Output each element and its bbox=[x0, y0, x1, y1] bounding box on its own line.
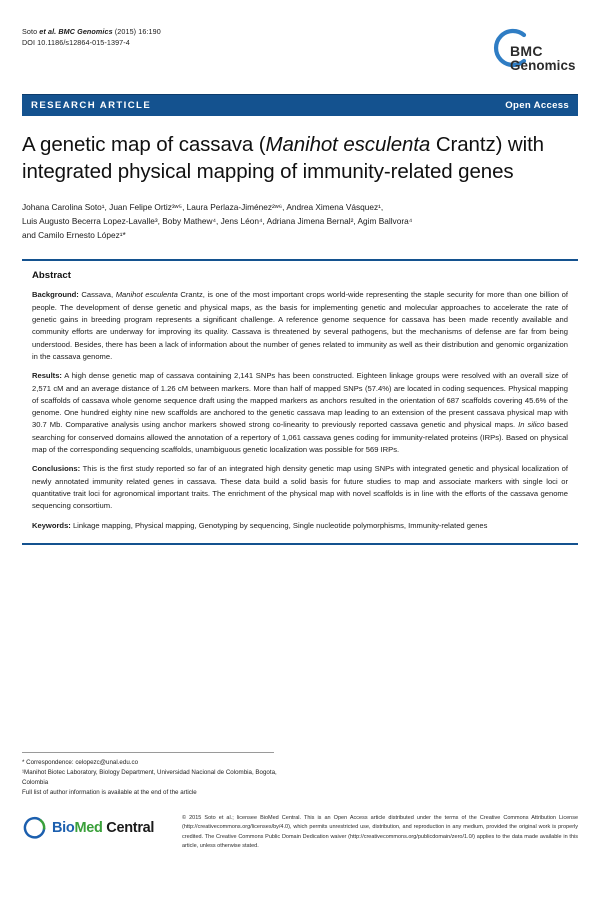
page-content bbox=[22, 26, 578, 545]
paper-header bbox=[22, 26, 578, 88]
biomed-central-circle-icon bbox=[22, 816, 47, 841]
article-type-banner bbox=[22, 94, 578, 116]
citation-volume: (2015) 16:190 bbox=[112, 27, 161, 36]
correspondence-block bbox=[22, 758, 280, 798]
citation-journal: et al. BMC Genomics bbox=[37, 27, 113, 36]
background-text-b: Crantz, is one of the most important crops world-wide representing the staple security for more than one billion of people. The development of dense genetic and physical maps, as the basis for implementing genetic and molecular approaches to accelerate the rate of genetic gains in breeding program represents a significant challenge. A reference genome sequence for cassava has been made recently available and community efforts are underway for improving its quality. Cassava is threatened by several pathogens, but the mechanisms of defense are far from being understood. Besides, there has been a lack of information about the number of genes related to immunity as well as their distribution and genomic organization in the cassava genome. bbox=[32, 290, 569, 361]
correspondence-email: * Correspondence: celopezc@unal.edu.co bbox=[22, 759, 139, 766]
keywords-text: Linkage mapping, Physical mapping, Genotyping by sequencing, Single nucleotide polymorphisms, Immunity-related genes bbox=[70, 520, 488, 530]
bmc-logo-text bbox=[510, 44, 576, 73]
title-species: Manihot esculenta bbox=[265, 133, 431, 156]
bmc-logo-line1: BMC bbox=[510, 43, 543, 59]
abstract-background bbox=[32, 289, 568, 363]
abstract-keywords bbox=[32, 520, 568, 532]
paper-footer bbox=[22, 752, 578, 852]
results-label: Results: bbox=[32, 371, 62, 381]
conclusions-text: This is the first study reported so far of an integrated high density genetic map using SNPs with integrated genetic and physical localization of newly annotated immunity related genes in cassava. These data build a solid basis for future studies to map and associate markers with single loci or quantitative trait loci for agronomical important traits. The enrichment of the physical map with novel scaffolds is in line with the efforts of the cassava genome sequencing consortium. bbox=[32, 464, 568, 511]
biomed-central-logo bbox=[22, 812, 182, 852]
open-access-label: Open Access bbox=[505, 100, 569, 111]
article-type-label: RESEARCH ARTICLE bbox=[31, 100, 152, 111]
abstract-results bbox=[32, 370, 568, 456]
citation-author: Soto bbox=[22, 27, 38, 36]
logo-bio: Bio bbox=[52, 819, 75, 836]
conclusions-label: Conclusions: bbox=[32, 464, 81, 474]
copyright-text: © 2015 Soto et al.; licensee BioMed Central. This is an Open Access article distributed under the terms of the Creative Commons Attribution License (http://creativecommons.org/licenses/by/4.0), which permits unrestricted use, distribution, and reproduction in any medium, provided the original work is properly credited. The Creative Commons Public Domain Dedication waiver (http://creativecommons.org/publicdomain/zero/1.0/) applies to the data made available in this article, unless otherwise stated. bbox=[182, 814, 578, 850]
doi-line: DOI 10.1186/s12864-015-1397-4 bbox=[22, 38, 130, 48]
page-title bbox=[22, 132, 578, 186]
title-part2: Crantz) with integrated physical mapping of immunity-related genes bbox=[22, 133, 544, 183]
results-text-a: A high dense genetic map of cassava containing 2,141 SNPs has been constructed. Eighteen linkage groups were resolved with an overall size of 2,571 cM and an average distance of 1.26 cM between markers. More than half of mapped SNPs (57.4%) are located in coding sequences. Physical mapping of scaffolds of cassava whole genome sequence draft using the mapped markers as anchors resulted in the orientation of 687 scaffolds covering 45.6% of the genome. One hundred eighty nine new scaffolds are anchored to the genetic cassava map leading to an extension of the present cassava physical map with 30.7 Mb. Comparative analysis using anchor markers showed strong co-linearity to previously reported cassava genetic and physical maps. bbox=[32, 371, 568, 430]
author-line: Luis Augusto Becerra Lopez-Lavalle³, Boby Mathew⁴, Jens Léon⁴, Adriana Jimena Bernal², Agim Ballvora⁴ bbox=[22, 215, 413, 226]
citation-line bbox=[22, 26, 161, 37]
title-part1: A genetic map of cassava ( bbox=[22, 133, 266, 156]
background-text-a: Cassava, bbox=[78, 290, 116, 300]
bmc-logo-line2: Genomics bbox=[510, 57, 576, 73]
results-in-silico: In silico bbox=[518, 420, 545, 430]
results-text-b: based searching for conserved domains allowed the annotation of a repertory of 1,061 cassava genes coding for immunity-related proteins (IRPs). Based on physical map of the corresponding sequencing scaffolds, unambiguous genetic localization was possible for 569 IRPs. bbox=[32, 420, 568, 455]
footer-bottom-row bbox=[22, 812, 578, 852]
logo-med: Med bbox=[74, 819, 103, 836]
author-line: Johana Carolina Soto¹, Juan Felipe Ortiz³ʷ⁵, Laura Perlaza-Jiménez²ʷ⁶, Andrea Ximena Vásquez¹, bbox=[22, 201, 384, 212]
abstract-conclusions bbox=[32, 463, 568, 512]
correspondence-affiliation: ¹Manihot Biotec Laboratory, Biology Department, Universidad Nacional de Colombia, Bogota, Colombia bbox=[22, 768, 277, 786]
abstract-section bbox=[22, 259, 578, 544]
abstract-heading: Abstract bbox=[32, 270, 71, 282]
author-info-note: Full list of author information is available at the end of the article bbox=[22, 788, 197, 796]
author-line: and Camilo Ernesto López¹* bbox=[22, 230, 126, 241]
logo-central: Central bbox=[102, 819, 155, 836]
keywords-label: Keywords: bbox=[32, 520, 71, 530]
background-label: Background: bbox=[32, 290, 79, 300]
footer-divider bbox=[22, 752, 274, 753]
author-list bbox=[22, 200, 578, 243]
citation-block bbox=[22, 26, 161, 48]
biomed-central-wordmark bbox=[52, 816, 154, 841]
bmc-genomics-logo bbox=[488, 26, 574, 82]
background-species: Manihot esculenta bbox=[115, 290, 178, 300]
